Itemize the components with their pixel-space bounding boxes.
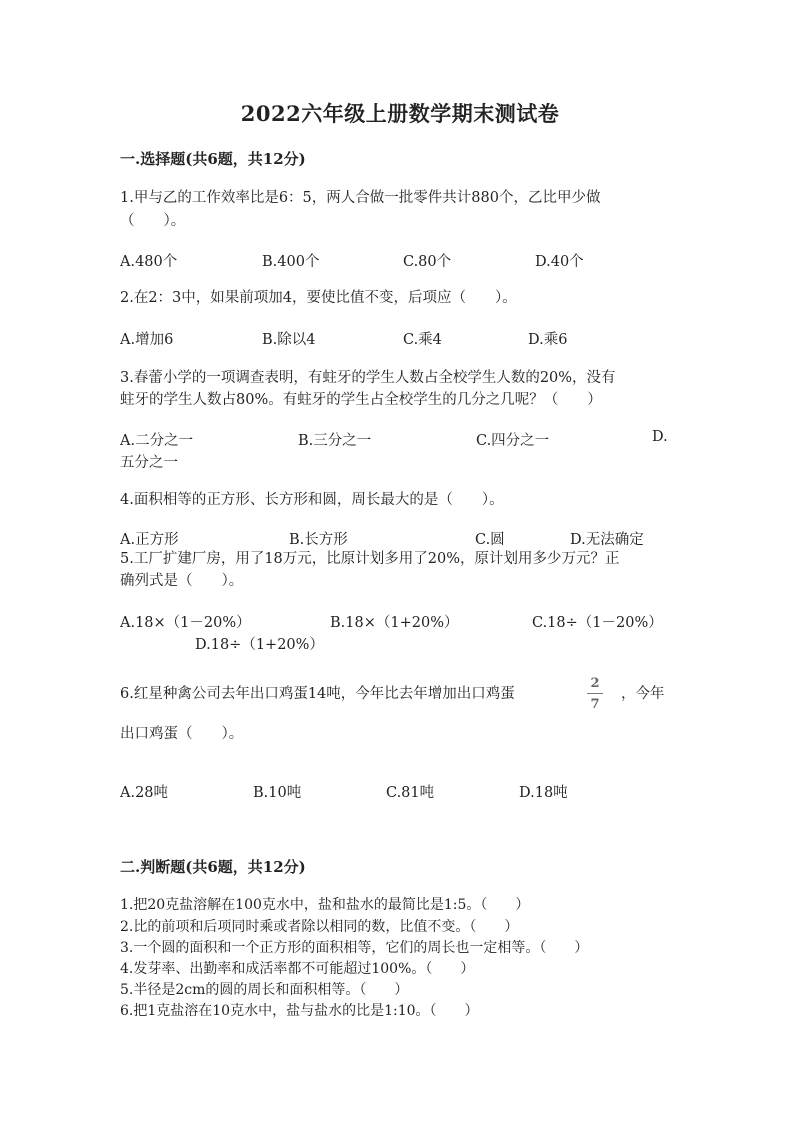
judgement-item-2: 2.比的前项和后项同时乘或者除以相同的数，比值不变。（ ） bbox=[120, 919, 519, 935]
question-1-option-b: B.400个 bbox=[262, 254, 320, 270]
question-1-line-1: 1.甲与乙的工作效率比是6：5，两人合做一批零件共计880个，乙比甲少做 bbox=[120, 190, 601, 206]
question-4-option-d: D.无法确定 bbox=[570, 532, 644, 548]
question-5-line-1: 5.工厂扩建厂房，用了18万元，比原计划多用了20%，原计划用多少万元？正 bbox=[120, 551, 620, 567]
question-2-option-c: C.乘4 bbox=[403, 332, 442, 348]
question-6-option-d: D.18吨 bbox=[519, 785, 568, 801]
section-heading-judgement: 二.判断题(共6题，共12分) bbox=[120, 858, 306, 876]
question-4-option-a: A.正方形 bbox=[120, 532, 179, 548]
question-6-line-1: 6.红星种禽公司去年出口鸡蛋14吨，今年比去年增加出口鸡蛋 bbox=[120, 686, 515, 702]
judgement-item-4: 4.发芽率、出勤率和成活率都不可能超过100%。（ ） bbox=[120, 961, 475, 977]
question-3-option-c: C.四分之一 bbox=[476, 433, 550, 449]
question-3-option-d-text: 五分之一 bbox=[120, 455, 178, 471]
question-2-line-1: 2.在2：3中，如果前项加4，要使比值不变，后项应（ ）。 bbox=[120, 290, 517, 306]
question-6-option-b: B.10吨 bbox=[253, 785, 302, 801]
question-3-line-1: 3.春蕾小学的一项调查表明，有蛀牙的学生人数占全校学生人数的20%，没有 bbox=[120, 370, 616, 386]
question-4-option-c: C.圆 bbox=[475, 532, 505, 548]
question-5-option-a: A.18×（1－20%） bbox=[120, 615, 251, 631]
fraction-numerator: 2 bbox=[590, 676, 600, 691]
question-5-option-d: D.18÷（1+20%） bbox=[195, 637, 324, 653]
question-6-option-a: A.28吨 bbox=[120, 785, 169, 801]
question-2-option-a: A.增加6 bbox=[120, 332, 174, 348]
question-4-line-1: 4.面积相等的正方形、长方形和圆，周长最大的是（ ）。 bbox=[120, 492, 504, 508]
question-3-option-a: A.二分之一 bbox=[120, 433, 194, 449]
fraction-bar bbox=[587, 693, 603, 694]
question-1-option-d: D.40个 bbox=[535, 254, 584, 270]
question-3-option-d: D. bbox=[652, 429, 668, 445]
question-6-option-c: C.81吨 bbox=[386, 785, 435, 801]
question-1-option-a: A.480个 bbox=[120, 254, 178, 270]
question-5-line-2: 确列式是（ ）。 bbox=[120, 573, 244, 589]
question-3-option-b: B.三分之一 bbox=[298, 433, 372, 449]
question-2-option-b: B.除以4 bbox=[262, 332, 316, 348]
judgement-item-1: 1.把20克盐溶解在100克水中，盐和盐水的最简比是1:5。（ ） bbox=[120, 897, 530, 913]
question-5-option-c: C.18÷（1－20%） bbox=[532, 615, 663, 631]
question-6-line-1-tail: ，今年 bbox=[621, 686, 665, 702]
fraction-denominator: 7 bbox=[590, 697, 600, 712]
question-1-line-2: （ ）。 bbox=[120, 213, 186, 229]
judgement-item-5: 5.半径是2cm的圆的周长和面积相等。（ ） bbox=[120, 982, 409, 998]
question-4-option-b: B.长方形 bbox=[289, 532, 348, 548]
question-2-option-d: D.乘6 bbox=[528, 332, 568, 348]
judgement-item-3: 3.一个圆的面积和一个正方形的面积相等，它们的周长也一定相等。（ ） bbox=[120, 940, 589, 956]
judgement-item-6: 6.把1克盐溶在10克水中，盐与盐水的比是1:10。（ ） bbox=[120, 1003, 479, 1019]
question-6-line-2: 出口鸡蛋（ ）。 bbox=[120, 726, 244, 742]
fraction-two-sevenths bbox=[587, 676, 603, 712]
question-5-option-b: B.18×（1+20%） bbox=[330, 615, 459, 631]
question-1-option-c: C.80个 bbox=[403, 254, 452, 270]
section-heading-choice: 一.选择题(共6题，共12分) bbox=[120, 150, 306, 168]
question-3-line-2: 蛀牙的学生人数占80%。有蛀牙的学生占全校学生的几分之几呢？（ ） bbox=[120, 392, 602, 408]
page-title: 2022六年级上册数学期末测试卷 bbox=[240, 101, 560, 126]
